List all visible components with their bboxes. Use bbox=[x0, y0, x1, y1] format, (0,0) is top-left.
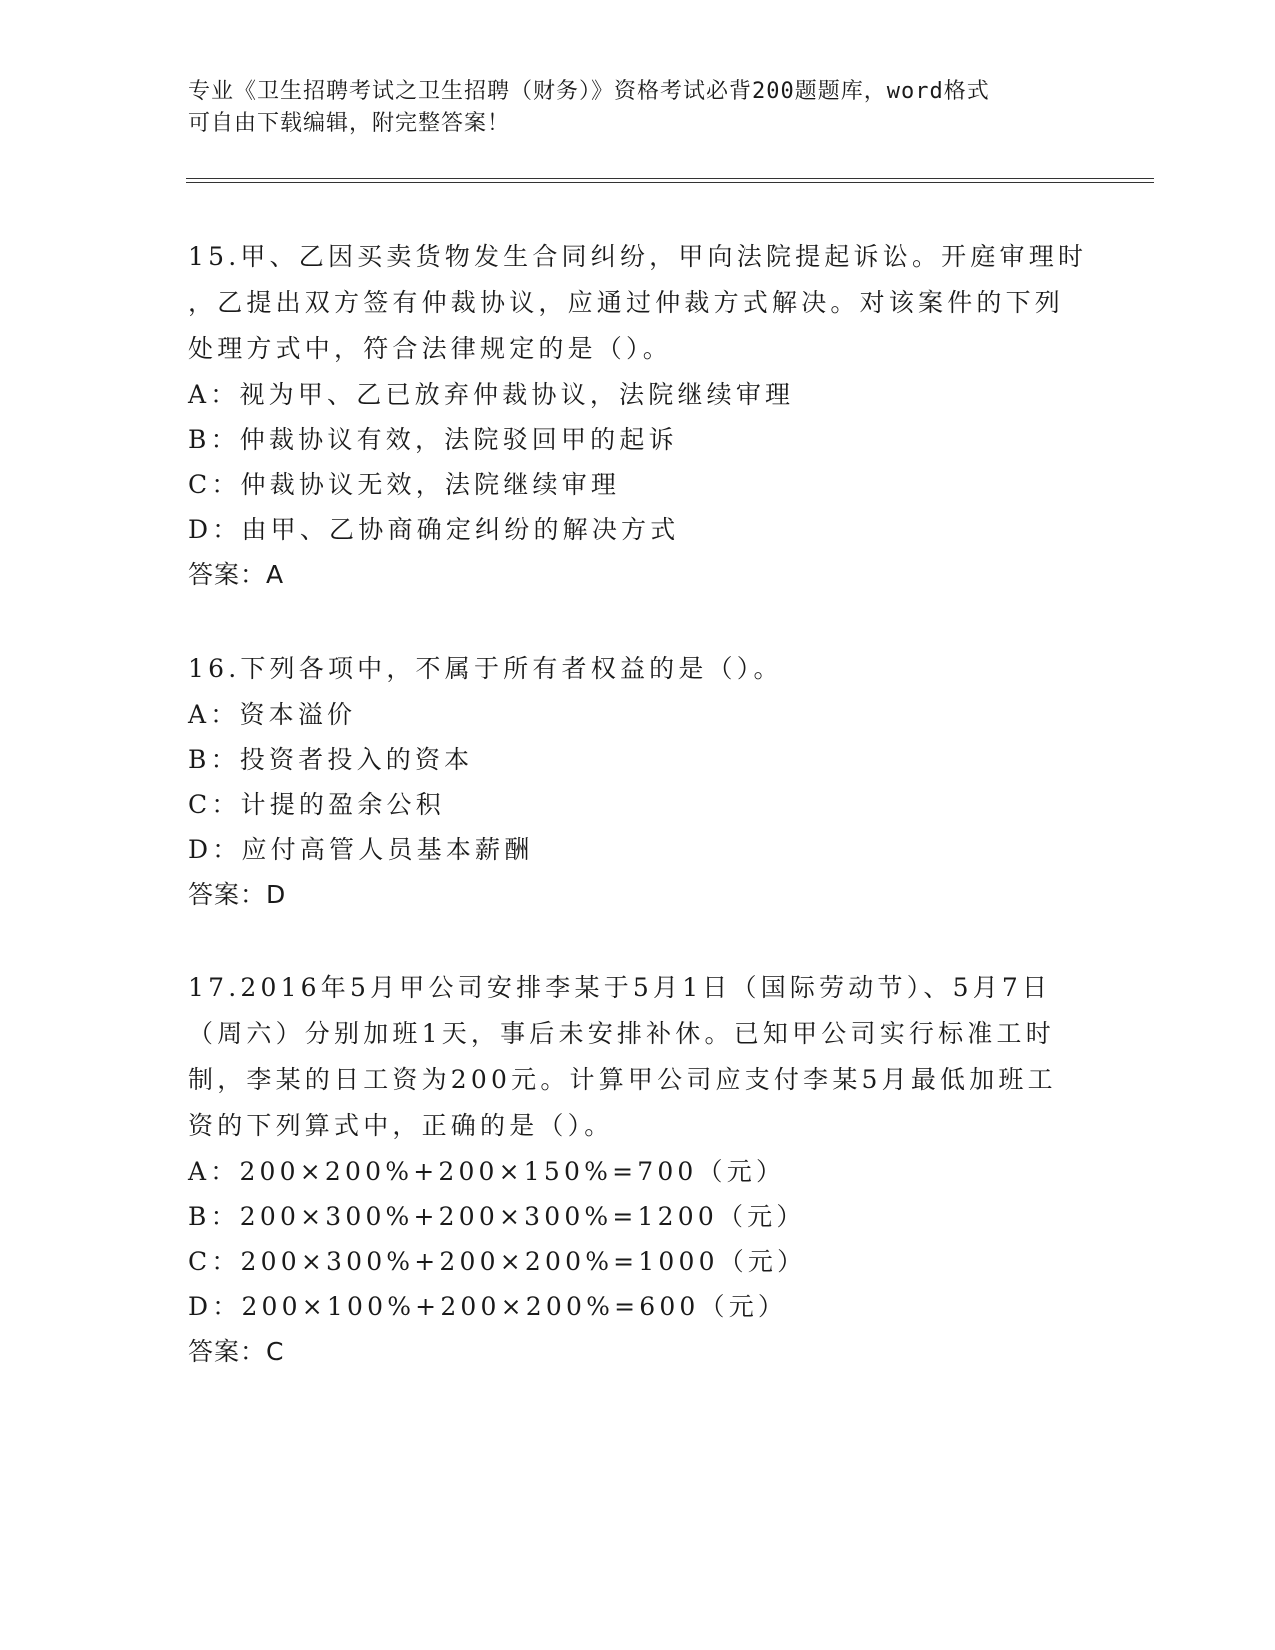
question-16-option-a: A：资本溢价 bbox=[188, 700, 357, 729]
question-15-line-3: 处理方式中，符合法律规定的是（）。 bbox=[188, 334, 672, 363]
header-line-2: 可自由下载编辑，附完整答案！ bbox=[188, 111, 511, 136]
header-divider-bottom bbox=[186, 182, 1154, 183]
question-16-option-b: B：投资者投入的资本 bbox=[188, 745, 474, 774]
header-divider-top bbox=[186, 178, 1154, 179]
question-15 bbox=[188, 234, 1088, 598]
question-17-line-1: 17.2016年5月甲公司安排李某于5月1日（国际劳动节）、5月7日 bbox=[188, 973, 1052, 1002]
question-17 bbox=[188, 965, 1088, 1375]
question-15-answer: 答案：A bbox=[188, 560, 285, 589]
document-header bbox=[188, 76, 1068, 140]
question-15-option-b: B：仲裁协议有效，法院驳回甲的起诉 bbox=[188, 425, 678, 454]
question-17-option-a: A：200×200%+200×150%=700（元） bbox=[188, 1157, 786, 1186]
question-17-option-b: B：200×300%+200×300%=1200（元） bbox=[188, 1202, 806, 1231]
question-17-line-2: （周六）分别加班1天，事后未安排补休。已知甲公司实行标准工时 bbox=[188, 1019, 1055, 1048]
question-16-option-d: D：应付高管人员基本薪酬 bbox=[188, 835, 534, 864]
question-17-line-3: 制，李某的日工资为200元。计算甲公司应支付李某5月最低加班工 bbox=[188, 1065, 1057, 1094]
question-15-option-d: D：由甲、乙协商确定纠纷的解决方式 bbox=[188, 515, 680, 544]
question-17-option-c: C：200×300%+200×200%=1000（元） bbox=[188, 1247, 807, 1276]
question-16-option-c: C：计提的盈余公积 bbox=[188, 790, 445, 819]
question-16 bbox=[188, 646, 1088, 918]
question-16-line-1: 16.下列各项中，不属于所有者权益的是（）。 bbox=[188, 654, 783, 683]
question-17-answer: 答案：C bbox=[188, 1337, 285, 1366]
header-line-1: 专业《卫生招聘考试之卫生招聘（财务）》资格考试必背200题题库，word格式 bbox=[188, 79, 990, 104]
question-16-answer: 答案：D bbox=[188, 880, 287, 909]
question-15-option-c: C：仲裁协议无效，法院继续审理 bbox=[188, 470, 621, 499]
question-17-line-4: 资的下列算式中，正确的是（）。 bbox=[188, 1111, 614, 1140]
question-15-line-1: 15.甲、乙因买卖货物发生合同纠纷，甲向法院提起诉讼。开庭审理时 bbox=[188, 242, 1088, 271]
question-15-option-a: A：视为甲、乙已放弃仲裁协议，法院继续审理 bbox=[188, 380, 795, 409]
question-15-line-2: ，乙提出双方签有仲裁协议，应通过仲裁方式解决。对该案件的下列 bbox=[188, 288, 1065, 317]
question-17-option-d: D：200×100%+200×200%=600（元） bbox=[188, 1292, 788, 1321]
